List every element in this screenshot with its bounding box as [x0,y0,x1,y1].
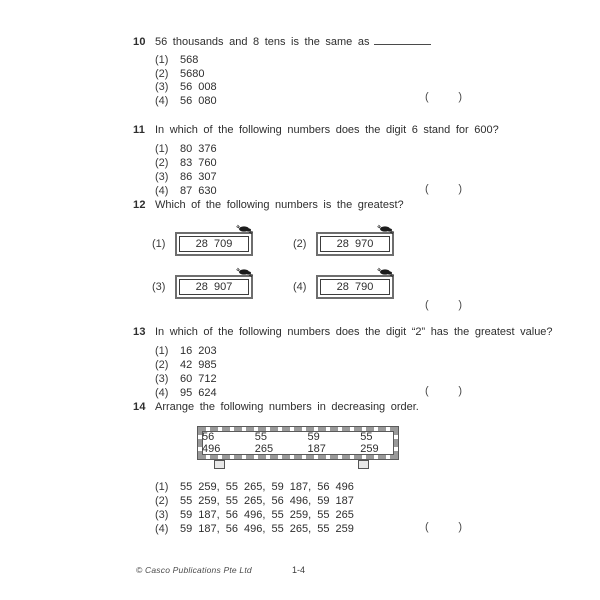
question-number: 10 [133,36,146,48]
option-3 [155,170,493,184]
bug-icon [377,267,395,277]
option-value: 59 187, 56 496, 55 265, 55 259 [180,523,354,535]
option-number: (4) [155,185,169,197]
answer-brackets [425,91,462,103]
question-10 [133,35,493,108]
option-value: 60 712 [180,373,217,385]
option-1 [155,480,493,494]
option-value: 59 187, 56 496, 55 259, 55 265 [180,509,354,521]
option-value: 83 760 [180,157,217,169]
close-paren: ) [458,299,462,311]
tray-number: 56 496 [202,431,221,455]
box-value: 28 709 [195,238,233,250]
option-number: (3) [155,171,169,183]
answer-blank-line [374,35,431,45]
tray-number: 55 265 [254,431,274,455]
question-text: Arrange the following numbers in decreasing order. [155,401,419,413]
open-paren: ( [425,299,429,311]
box-value: 28 907 [195,281,233,293]
open-paren: ( [425,91,429,103]
number-box-4 [316,275,394,299]
option-value: 16 203 [180,345,217,357]
question-14-header [133,401,493,413]
option-value: 56 008 [180,81,217,93]
number-box-2 [316,232,394,256]
option-value: 42 985 [180,359,217,371]
question-13-header [133,326,553,338]
number-tray-box [198,427,398,459]
option-number: (1) [152,238,166,250]
option-number: (2) [155,359,169,371]
option-1 [155,142,493,156]
answer-brackets [425,521,462,533]
tray-foot-right [358,460,369,469]
answer-brackets [425,299,462,311]
option-value: 55 259, 55 265, 59 187, 56 496 [180,481,354,493]
close-paren: ) [458,183,462,195]
answer-brackets [425,183,462,195]
option-1 [155,54,493,68]
tray-number: 55 259 [360,431,379,455]
bug-icon [236,224,254,234]
option-number: (4) [293,281,307,293]
option-value: 95 624 [180,387,217,399]
open-paren: ( [425,183,429,195]
question-number: 14 [133,401,146,413]
question-12-boxes [152,232,493,299]
option-value: 5680 [180,67,205,80]
option-value: 80 376 [180,143,217,155]
box-value: 28 970 [336,238,374,250]
open-paren: ( [425,521,429,533]
option-number: (1) [155,345,169,357]
number-tray [198,427,398,459]
option-number: (3) [155,81,169,93]
number-box-3 [175,275,253,299]
close-paren: ) [458,385,462,397]
question-10-header [133,35,493,48]
answer-brackets [425,385,462,397]
copyright-text: © Casco Publications Pte Ltd [136,565,252,575]
option-number: (4) [155,94,169,107]
number-box-1 [175,232,253,256]
option-2 [155,358,493,372]
option-number: (3) [152,281,166,293]
option-number: (3) [155,373,169,385]
tray-foot-left [214,460,225,469]
option-value: 568 [180,54,199,66]
question-12-header [133,199,493,211]
question-number: 11 [133,124,146,136]
question-14 [133,401,493,536]
option-value: 86 307 [180,171,217,183]
option-value: 56 080 [180,94,217,107]
box-row-2 [152,275,493,299]
question-11 [133,124,499,198]
question-12 [133,199,493,311]
option-number: (3) [155,509,169,521]
option-number: (1) [155,143,169,155]
option-number: (4) [155,387,169,399]
question-13 [133,326,553,400]
question-text: Which of the following numbers is the greatest? [155,199,404,211]
option-value: 87 630 [180,185,217,197]
option-1 [155,344,493,358]
option-2 [155,494,493,508]
question-number: 13 [133,326,146,338]
page-footer [0,565,600,579]
box-value: 28 790 [336,281,374,293]
box-row-1 [152,232,493,256]
question-text: In which of the following numbers does the digit 6 stand for 600? [155,124,499,136]
question-number: 12 [133,199,146,211]
tray-number: 59 187 [307,431,326,455]
option-number: (2) [155,157,169,169]
option-number: (2) [155,67,169,80]
bug-icon [236,267,254,277]
close-paren: ) [458,521,462,533]
question-11-header [133,124,499,136]
question-text: 56 thousands and 8 tens is the same as [155,36,370,48]
option-3 [155,508,493,522]
option-value: 55 259, 55 265, 56 496, 59 187 [180,495,354,507]
option-2 [155,156,493,170]
option-number: (4) [155,523,169,535]
option-3 [155,372,493,386]
question-text: In which of the following numbers does the digit “2” has the greatest value? [155,326,553,338]
option-number: (2) [293,238,307,250]
close-paren: ) [458,91,462,103]
option-number: (1) [155,481,169,493]
option-number: (1) [155,54,169,66]
bug-icon [377,224,395,234]
page-number: 1-4 [292,565,306,575]
option-2 [155,68,493,82]
open-paren: ( [425,385,429,397]
option-number: (2) [155,495,169,507]
